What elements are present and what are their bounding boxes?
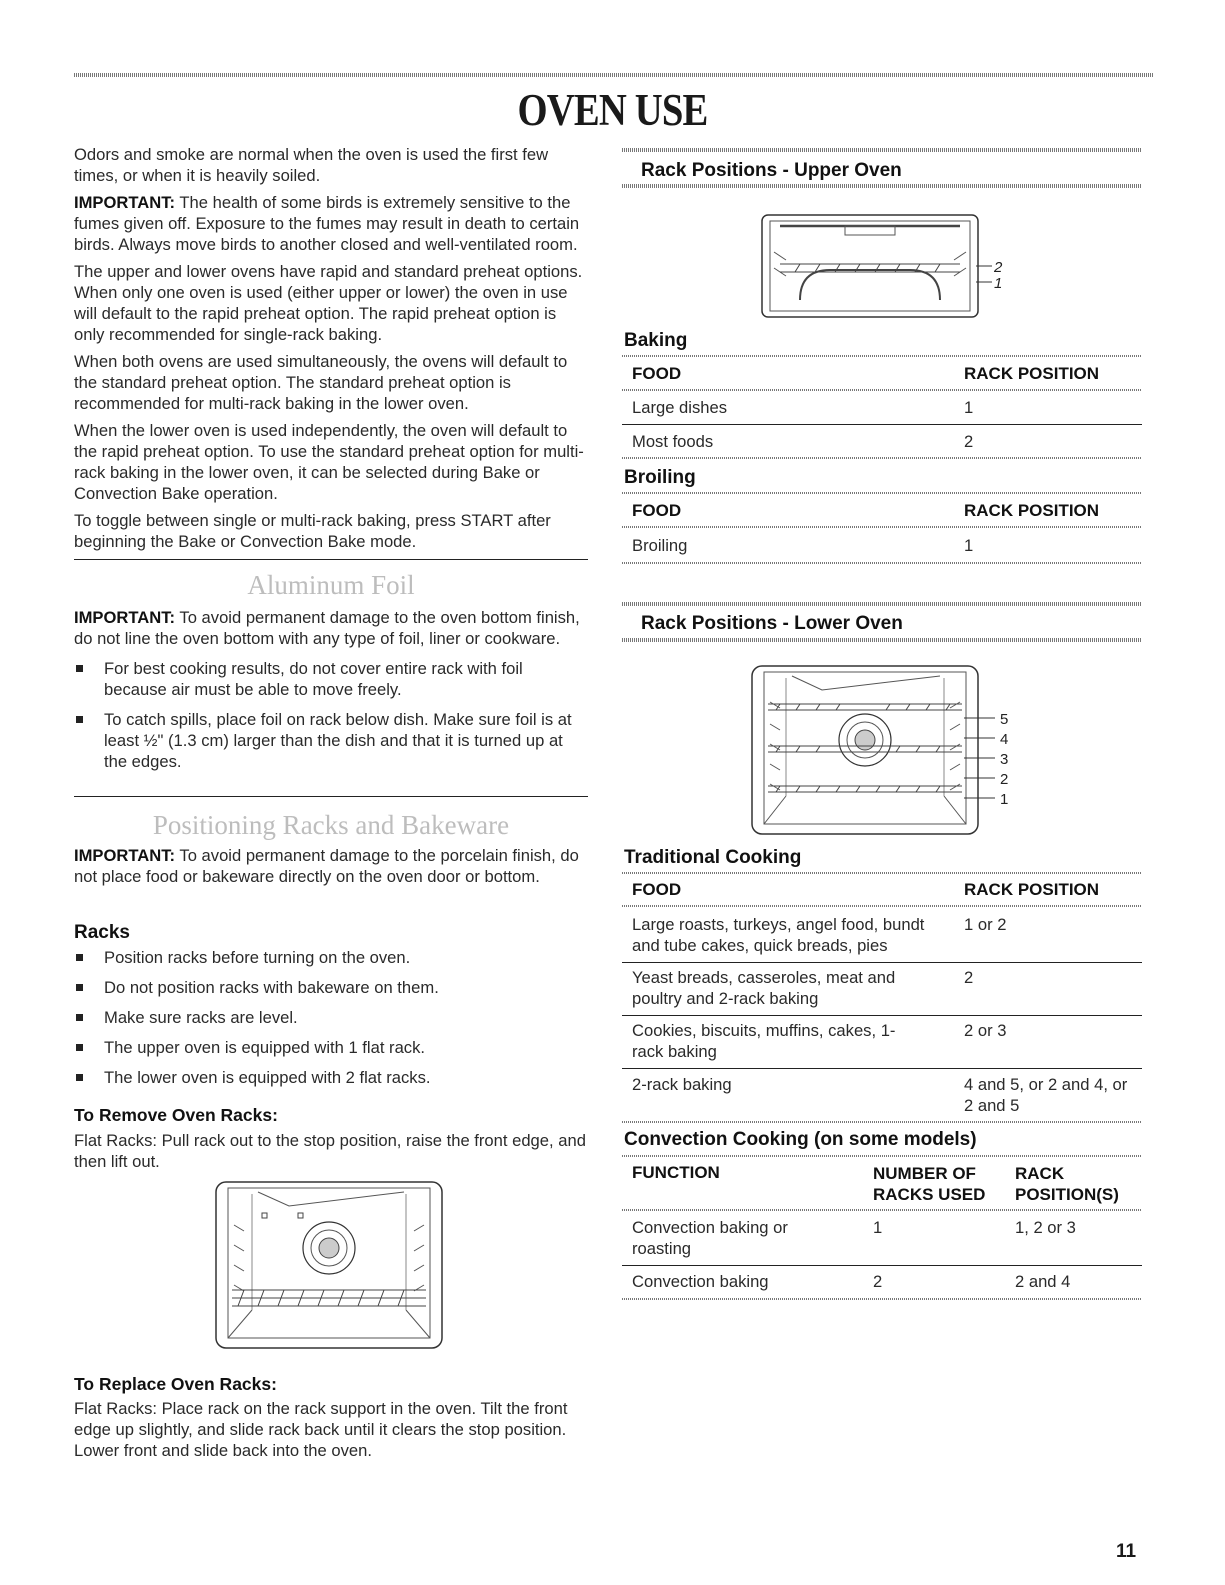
lower-oven-rack-illustration <box>750 664 1020 838</box>
replace-racks-heading: To Replace Oven Racks: <box>74 1374 277 1394</box>
remove-racks-text: Flat Racks: Pull rack out to the stop position, raise the front edge, and then lift out. <box>74 1131 586 1171</box>
foil-bullet: For best cooking results, do not cover entire rack with foil because air must be able to move freely. <box>74 658 590 700</box>
broiling-bottom-rule <box>622 562 1142 564</box>
intro-p1: Odors and smoke are normal when the oven is used the first few times, or when it is heavily soiled. <box>74 145 549 185</box>
convection-rule <box>622 1155 1142 1157</box>
foil-bullet: To catch spills, place foil on rack below dish. Make sure foil is at least ½" (1.3 cm) larger than the dish and that it is turned up at the edges. <box>74 709 590 772</box>
baking-row-rule <box>622 424 1142 425</box>
lower-rack-label: 5 <box>1000 711 1009 728</box>
baking-rule <box>622 355 1142 357</box>
traditional-row-food: Cookies, biscuits, muffins, cakes, 1-rack baking <box>632 1021 896 1061</box>
convection-row-function: Convection baking or roasting <box>632 1218 788 1258</box>
upper-oven-rack-illustration <box>760 212 1020 322</box>
convection-header-rule <box>622 1209 1142 1211</box>
traditional-row-rack: 1 or 2 <box>964 915 1007 934</box>
convection-row-number: 1 <box>873 1218 883 1237</box>
intro-section <box>74 144 590 558</box>
broiling-heading: Broiling <box>624 467 696 488</box>
racks-bullet: Position racks before turning on the oven. <box>74 947 590 968</box>
baking-row-food: Large dishes <box>632 398 728 417</box>
traditional-row-rule <box>622 1015 1142 1016</box>
positioning-heading: Positioning Racks and Bakeware <box>152 810 510 840</box>
oven-rack-removal-illustration <box>214 1180 444 1350</box>
replace-racks-text: Flat Racks: Place rack on the rack support in the oven. Tilt the front edge up slightly, and slide rack back until it clears the stop position. Lower front and slide back into the oven. <box>74 1399 568 1460</box>
lower-rack-label: 2 <box>1000 771 1009 788</box>
baking-row-rack: 1 <box>964 398 974 417</box>
lower-rack-label: 1 <box>1000 791 1009 808</box>
intro-p2-text: The health of some birds is extremely sensitive to the fumes given off. Exposure to the fumes may result in death to certain birds. Always move birds to another closed and well-ventilated room. <box>74 193 580 254</box>
convection-col-number: NUMBER OF RACKS USED <box>873 1164 986 1204</box>
lower-oven-heading-rule <box>622 638 1142 642</box>
broiling-col-rack: RACK POSITION <box>964 501 1100 520</box>
traditional-row-rack: 2 <box>964 968 974 987</box>
convection-row-number: 2 <box>873 1272 883 1291</box>
convection-bottom-rule <box>622 1298 1142 1300</box>
upper-oven-heading: Rack Positions - Upper Oven <box>641 160 902 181</box>
convection-row-function: Convection baking <box>632 1272 769 1291</box>
convection-heading: Convection Cooking (on some models) <box>624 1129 977 1150</box>
page-number: 11 <box>1116 1541 1137 1562</box>
positioning-important-text: To avoid permanent damage to the porcelain finish, do not place food or bakeware directly on the oven door or bottom. <box>74 846 579 886</box>
upper-rack-label: 1 <box>994 275 1003 292</box>
foil-important <box>74 607 590 649</box>
page-title: OVEN USE <box>517 85 708 135</box>
remove-racks-heading: To Remove Oven Racks: <box>74 1105 278 1125</box>
baking-heading: Baking <box>624 330 688 351</box>
baking-row-rack: 2 <box>964 432 974 451</box>
upper-oven-top-rule <box>622 148 1142 152</box>
traditional-row-rack: 2 or 3 <box>964 1021 1007 1040</box>
intro-p3: The upper and lower ovens have rapid and standard preheat options. When only one oven is used (either upper or lower) the oven in use will default to the rapid preheat option. The rapid preheat option is only recommended for single-rack baking. <box>74 262 583 344</box>
traditional-row-food: 2-rack baking <box>632 1075 732 1094</box>
positioning-important <box>74 845 590 893</box>
top-rule <box>74 73 1154 77</box>
intro-p5: When the lower oven is used independently, the oven will default to the rapid preheat option. To use the standard preheat option for multi-rack baking in the lower oven, it can be selected during Bake or Convection Bake operation. <box>74 421 584 503</box>
traditional-row-food: Large roasts, turkeys, angel food, bundt and tube cakes, quick breads, pies <box>632 915 925 955</box>
convection-row-rack: 2 and 4 <box>1015 1272 1071 1291</box>
traditional-col-rack: RACK POSITION <box>964 880 1100 899</box>
foil-bullets <box>74 658 590 772</box>
lower-oven-top-rule <box>622 602 1142 606</box>
intro-p2 <box>74 192 590 255</box>
convection-row-rack: 1, 2 or 3 <box>1015 1218 1076 1237</box>
baking-col-food: FOOD <box>632 364 682 383</box>
intro-p6: To toggle between single or multi-rack baking, press START after beginning the Bake or Convection Bake mode. <box>74 511 551 551</box>
intro-p4: When both ovens are used simultaneously, the ovens will default to the standard preheat option. The standard preheat option is recommended for multi-rack baking in the lower oven. <box>74 352 568 413</box>
traditional-heading: Traditional Cooking <box>624 847 802 868</box>
divider-foil <box>74 559 588 560</box>
upper-rack-label: 2 <box>994 259 1003 276</box>
foil-important-text: To avoid permanent damage to the oven bottom finish, do not line the oven bottom with any type of foil, liner or cookware. <box>74 608 580 648</box>
lower-oven-heading: Rack Positions - Lower Oven <box>641 613 903 634</box>
broiling-row-rack: 1 <box>964 536 974 555</box>
foil-important-label: IMPORTANT: <box>74 608 176 627</box>
traditional-bottom-rule <box>622 1121 1142 1123</box>
important-label: IMPORTANT: <box>74 193 176 212</box>
racks-heading: Racks <box>74 922 130 943</box>
broiling-header-rule <box>622 526 1142 528</box>
racks-bullet: The lower oven is equipped with 2 flat racks. <box>74 1067 590 1088</box>
broiling-row-food: Broiling <box>632 536 688 555</box>
positioning-important-label: IMPORTANT: <box>74 846 176 865</box>
traditional-row-food: Yeast breads, casseroles, meat and poultry and 2-rack baking <box>632 968 896 1008</box>
broiling-col-food: FOOD <box>632 501 682 520</box>
upper-oven-heading-rule <box>622 184 1142 188</box>
racks-bullet: The upper oven is equipped with 1 flat rack. <box>74 1037 590 1058</box>
traditional-row-rule <box>622 1068 1142 1069</box>
divider-positioning <box>74 796 588 797</box>
racks-bullet: Make sure racks are level. <box>74 1007 590 1028</box>
foil-heading: Aluminum Foil <box>247 570 415 600</box>
foil-section <box>74 607 590 781</box>
traditional-col-food: FOOD <box>632 880 682 899</box>
traditional-row-rack: 4 and 5, or 2 and 4, or 2 and 5 <box>964 1075 1128 1115</box>
broiling-rule <box>622 492 1142 494</box>
convection-row-rule <box>622 1265 1142 1266</box>
traditional-header-rule <box>622 905 1142 907</box>
lower-rack-label: 3 <box>1000 751 1009 768</box>
convection-col-function: FUNCTION <box>632 1163 720 1182</box>
lower-rack-label: 4 <box>1000 731 1009 748</box>
baking-col-rack: RACK POSITION <box>964 364 1100 383</box>
racks-list <box>74 947 590 1097</box>
convection-col-rack: RACK POSITION(S) <box>1015 1164 1119 1204</box>
traditional-row-rule <box>622 962 1142 963</box>
racks-bullet: Do not position racks with bakeware on them. <box>74 977 590 998</box>
baking-row-food: Most foods <box>632 432 714 451</box>
baking-bottom-rule <box>622 457 1142 459</box>
baking-header-rule <box>622 389 1142 391</box>
traditional-rule <box>622 872 1142 874</box>
